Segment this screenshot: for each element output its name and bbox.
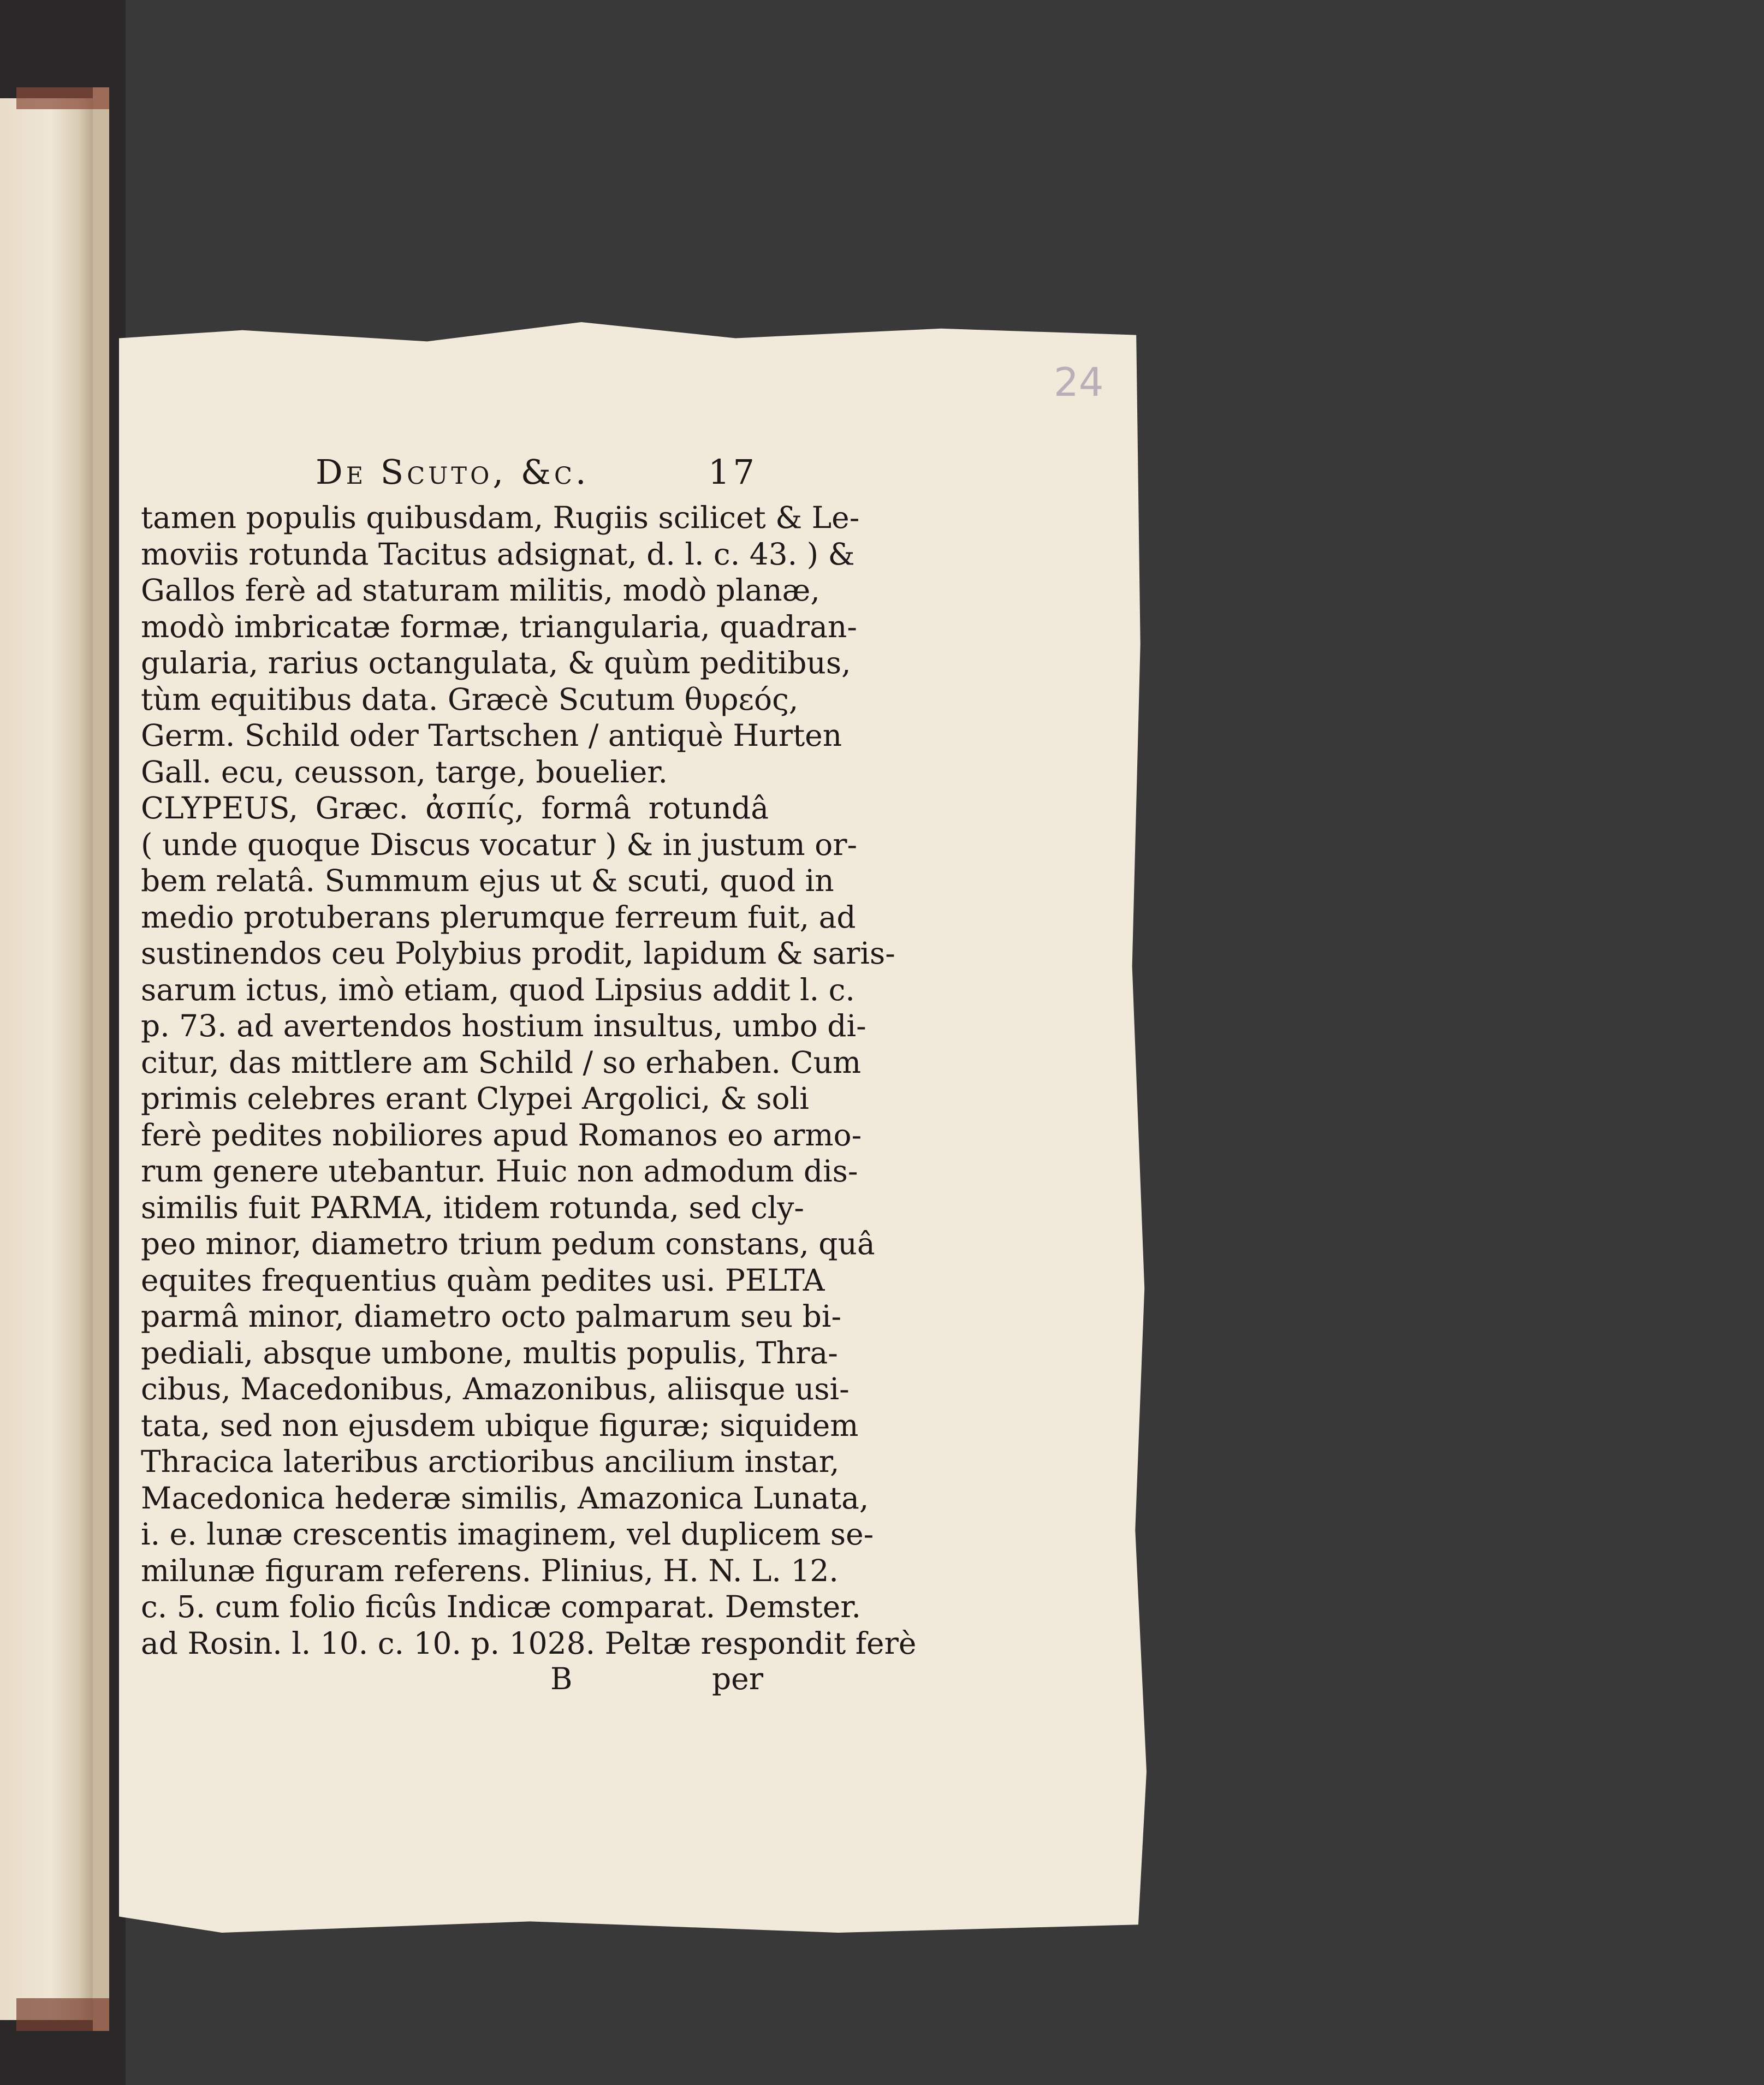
text-line: bem relatâ. Summum ejus ut & scuti, quod in <box>141 863 834 898</box>
running-header <box>141 448 769 500</box>
text-line: citur, das mittlere am Schild / so erhaben. Cum <box>141 1044 862 1080</box>
text-line: ferè pedites nobiliores apud Romanos eo armo- <box>141 1117 862 1153</box>
text-line: sustinendos ceu Polybius prodit, lapidum & saris- <box>141 936 895 971</box>
text-line: Macedonica hederæ similis, Amazonica Lunata, <box>141 1480 869 1516</box>
text-line: primis celebres erant Clypei Argolici, & soli <box>141 1081 809 1116</box>
page-number: 17 <box>708 452 758 492</box>
text-line: equites frequentius quàm pedites usi. PELTA <box>141 1262 825 1298</box>
text-line: cibus, Macedonibus, Amazonibus, aliisque usi- <box>141 1371 850 1406</box>
text-line: gularia, rarius octangulata, & quùm peditibus, <box>141 645 851 680</box>
text-line: tùm equitibus data. Græcè Scutum θυρεός, <box>141 681 799 717</box>
page-text-block <box>141 448 917 1700</box>
signature-mark: B <box>550 1661 573 1696</box>
spine-tailband <box>16 1998 109 2031</box>
text-line: milunæ figuram referens. Plinius, H. N. L. 12. <box>141 1553 839 1588</box>
spine-headband <box>16 87 109 109</box>
text-line: ( unde quoque Discus vocatur ) & in justum or- <box>141 827 858 862</box>
text-line: modò imbricatæ formæ, triangularia, quadran- <box>141 609 857 644</box>
text-line: CLYPEUS, Græc. ἀσπίς, formâ rotundâ <box>141 791 769 825</box>
text-line: Thracica lateribus arctioribus ancilium instar, <box>141 1444 840 1479</box>
page-footer <box>141 1661 769 1700</box>
text-line: parmâ minor, diametro octo palmarum seu bi- <box>141 1299 842 1334</box>
text-line: moviis rotunda Tacitus adsignat, d. l. c. 43. ) & <box>141 536 855 572</box>
text-line: rum genere utebantur. Huic non admodum dis- <box>141 1154 858 1189</box>
text-line: peo minor, diametro trium pedum constans, quâ <box>141 1226 875 1261</box>
text-line: ad Rosin. l. 10. c. 10. p. 1028. Peltæ respondit ferè <box>141 1625 917 1661</box>
page-gutter <box>93 87 109 2031</box>
text-line: tamen populis quibusdam, Rugiis scilicet & Le- <box>141 500 860 535</box>
text-line: Gall. ecu, ceusson, targe, bouelier. <box>141 754 668 789</box>
text-line: i. e. lunæ crescentis imaginem, vel duplicem se- <box>141 1517 874 1552</box>
catchword: per <box>711 1661 763 1696</box>
text-line: pediali, absque umbone, multis populis, Thra- <box>141 1335 838 1370</box>
text-line: Germ. Schild oder Tartschen / antiquè Hurten <box>141 718 842 753</box>
text-line: p. 73. ad avertendos hostium insultus, umbo di- <box>141 1008 866 1043</box>
text-line: Gallos ferè ad staturam militis, modò planæ, <box>141 573 820 608</box>
running-title: De Scuto, &c. <box>316 452 590 492</box>
body-text <box>141 500 917 1661</box>
text-line: similis fuit PARMA, itidem rotunda, sed cly- <box>141 1190 804 1225</box>
adjacent-page-edge <box>0 98 93 2020</box>
text-line: medio protuberans plerumque ferreum fuit, ad <box>141 899 856 935</box>
shelfmark-number: 24 <box>1054 359 1104 405</box>
text-line: sarum ictus, imò etiam, quod Lipsius addit l. c. <box>141 972 855 1007</box>
text-line: c. 5. cum folio ficûs Indicæ comparat. Demster. <box>141 1589 862 1624</box>
text-line: tata, sed non ejusdem ubique figuræ; siquidem <box>141 1407 859 1443</box>
